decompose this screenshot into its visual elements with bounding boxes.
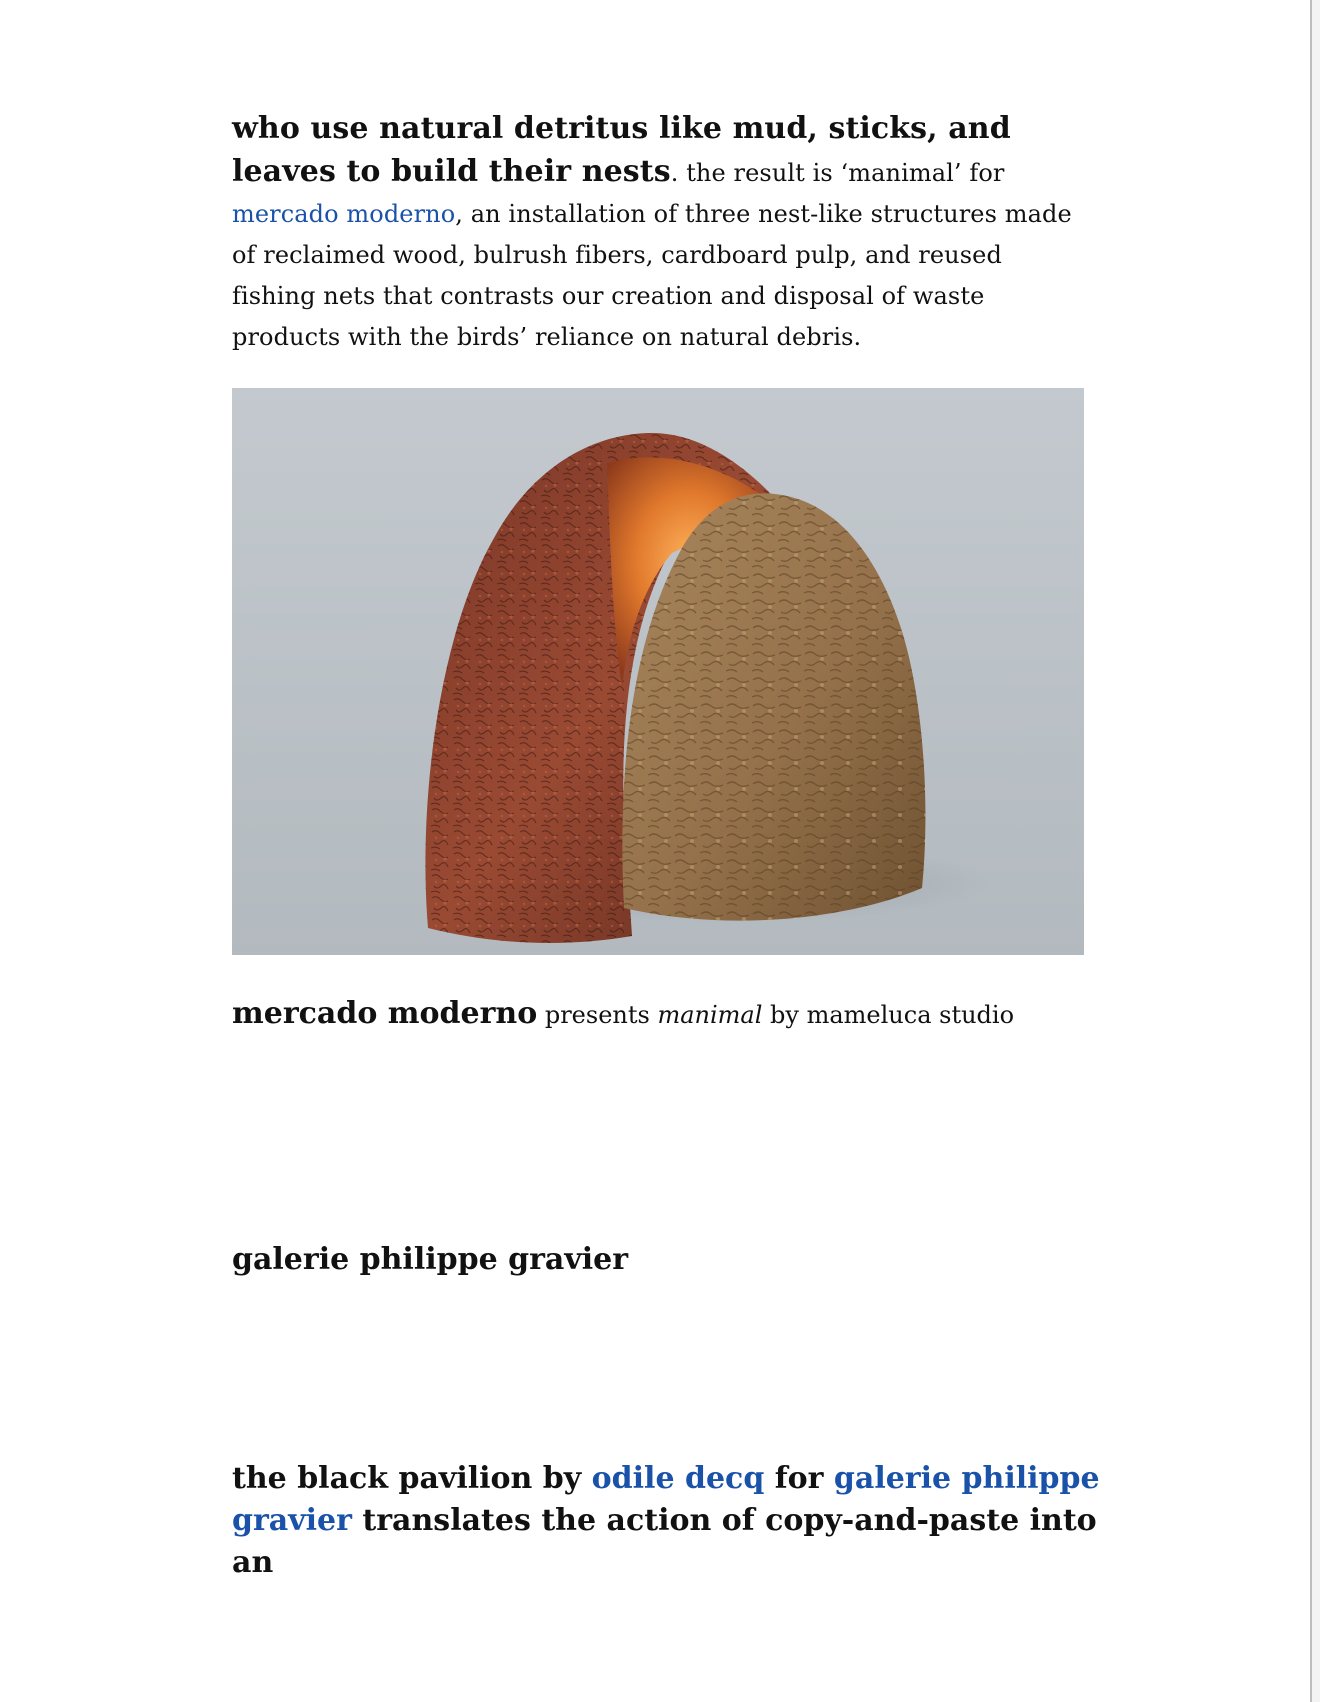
manimal-image (232, 388, 1084, 955)
section-title: galerie philippe gravier (232, 1242, 629, 1277)
article-body (232, 108, 1088, 358)
closing-paragraph (232, 1458, 1112, 1584)
closing-text-1: the black pavilion by (232, 1461, 592, 1496)
caption-italic: manimal (657, 1001, 763, 1029)
caption-text-2: by mameluca studio (762, 1001, 1015, 1029)
intro-bold-lead: who use natural detritus like mud, sticks, and leaves to build their nests (232, 111, 1011, 189)
intro-text-1: . the result is ‘manimal’ for (670, 159, 1005, 187)
closing-text-3: translates the action of copy-and-paste into an (232, 1503, 1097, 1580)
mercado-moderno-link[interactable]: mercado moderno (232, 200, 456, 228)
caption-text-1: presents (537, 1001, 658, 1029)
galerie-philippe-gravier-link[interactable]: galerie philippe gravier (232, 1461, 1100, 1538)
closing-text-2: for (764, 1461, 834, 1496)
odile-decq-link[interactable]: odile decq (591, 1461, 765, 1496)
caption-bold: mercado moderno (232, 996, 538, 1031)
intro-text-2: , an installation of three nest-like structures made of reclaimed wood, bulrush fibers, cardboard pulp, and reused fishing nets that contrasts our creation and disposal of waste products with the birds’ reliance on natural debris. (232, 200, 1072, 351)
image-caption (232, 992, 1132, 1037)
intro-paragraph (232, 108, 1088, 358)
scrollbar[interactable] (1310, 0, 1320, 1702)
